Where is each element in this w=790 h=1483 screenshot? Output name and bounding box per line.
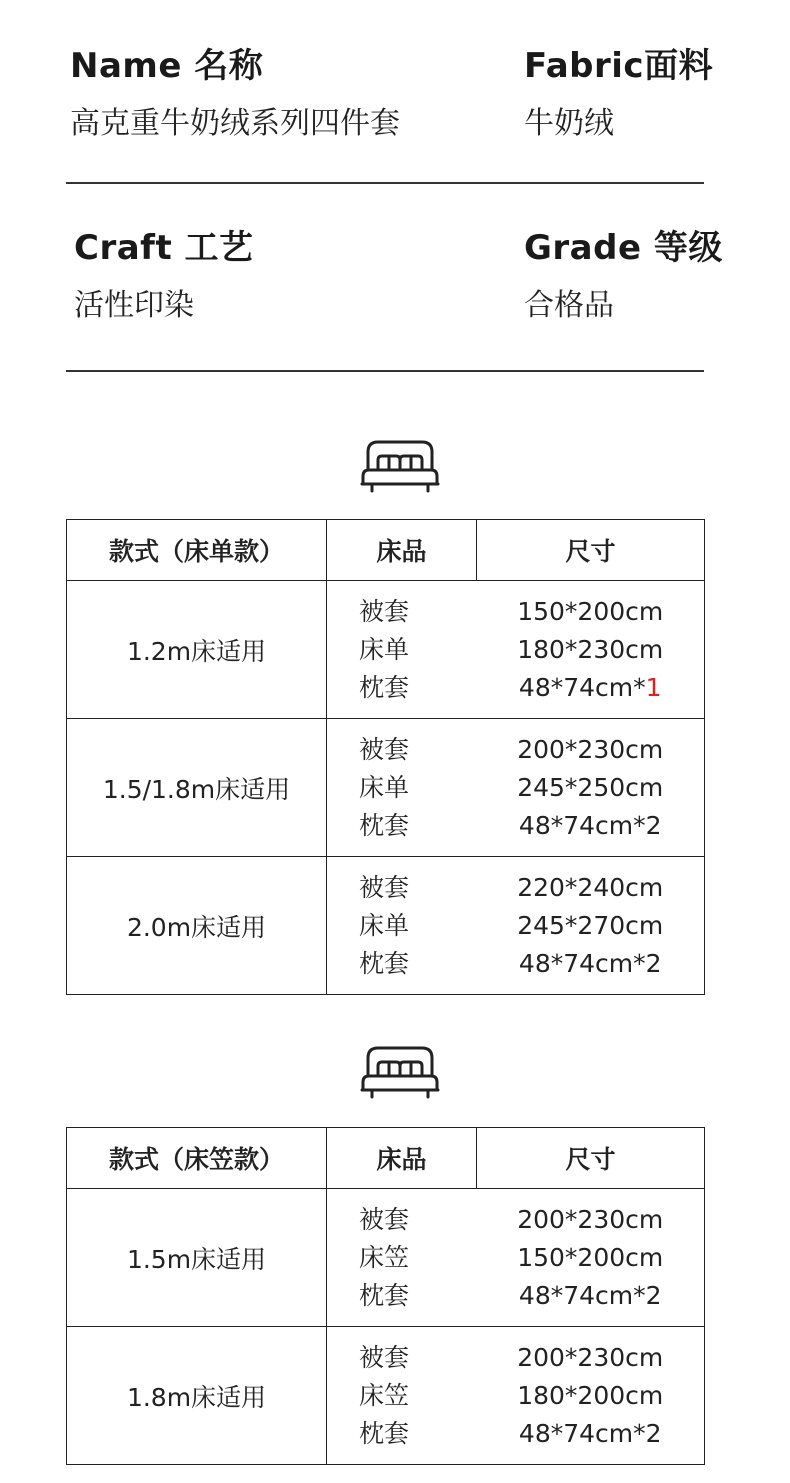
- header-style: 款式（床单款）: [67, 520, 327, 581]
- header-size: 尺寸: [477, 520, 705, 581]
- spec-craft: [74, 228, 254, 326]
- spec-craft-value: 活性印染: [74, 288, 194, 323]
- row-sizes: [477, 731, 705, 845]
- bed-icon: [360, 1044, 440, 1100]
- table-row: [67, 719, 705, 857]
- table-row: [67, 857, 705, 995]
- spec-fabric: [524, 46, 713, 144]
- divider: [66, 182, 704, 184]
- item-label: 床单: [359, 634, 410, 664]
- item-label: 被套: [359, 734, 410, 764]
- item-label: 被套: [359, 872, 410, 902]
- header-items: 床品: [327, 520, 477, 581]
- row-items: [327, 1201, 477, 1315]
- spec-fabric-label: Fabric面料: [524, 46, 714, 86]
- table-row: [67, 1327, 705, 1465]
- size-value-base: 48*74cm*: [518, 672, 646, 702]
- size-value: 200*230cm: [517, 1342, 664, 1372]
- row-items: [327, 1339, 477, 1453]
- row-kind: 1.5/1.8m床适用: [67, 719, 327, 857]
- size-value-count: 1: [645, 672, 662, 702]
- size-value: 48*74cm*2: [518, 948, 662, 978]
- item-label: 枕套: [359, 1418, 410, 1448]
- item-label: 床笠: [359, 1380, 410, 1410]
- row-sizes: [477, 869, 705, 983]
- item-label: 被套: [359, 1342, 410, 1372]
- table-header-row: [67, 1128, 705, 1189]
- size-value: 48*74cm*2: [518, 810, 662, 840]
- size-value: 220*240cm: [517, 872, 664, 902]
- item-label: 枕套: [359, 672, 410, 702]
- spec-name-value: 高克重牛奶绒系列四件套: [70, 106, 400, 141]
- header-style: 款式（床笠款）: [67, 1128, 327, 1189]
- spec-craft-label: Craft 工艺: [74, 228, 254, 268]
- size-value: 245*250cm: [517, 772, 664, 802]
- size-value: 48*74cm*2: [518, 1418, 662, 1448]
- row-sizes: [477, 1339, 705, 1453]
- table-row: [67, 581, 705, 719]
- item-label: 被套: [359, 596, 410, 626]
- bed-icon: [360, 438, 440, 494]
- size-value: [477, 669, 705, 707]
- divider: [66, 370, 704, 372]
- size-value: 200*230cm: [517, 1204, 664, 1234]
- size-table-sheet: [66, 519, 705, 995]
- table-row: [67, 1189, 705, 1327]
- spec-grade: [524, 228, 723, 326]
- spec-name: [70, 46, 400, 144]
- item-label: 床笠: [359, 1242, 410, 1272]
- size-value: 245*270cm: [517, 910, 664, 940]
- spec-grade-label: Grade 等级: [524, 228, 723, 268]
- item-label: 枕套: [359, 810, 410, 840]
- row-kind: 1.5m床适用: [67, 1189, 327, 1327]
- row-items: [327, 869, 477, 983]
- spec-fabric-value: 牛奶绒: [524, 106, 614, 141]
- item-label: 枕套: [359, 1280, 410, 1310]
- row-items: [327, 593, 477, 707]
- row-sizes: [477, 1201, 705, 1315]
- spec-grade-value: 合格品: [524, 288, 614, 323]
- row-kind: 1.8m床适用: [67, 1327, 327, 1465]
- row-kind: 1.2m床适用: [67, 581, 327, 719]
- item-label: 枕套: [359, 948, 410, 978]
- size-value: 180*230cm: [517, 634, 664, 664]
- row-kind: 2.0m床适用: [67, 857, 327, 995]
- header-size: 尺寸: [477, 1128, 705, 1189]
- item-label: 床单: [359, 772, 410, 802]
- size-table-fitted: [66, 1127, 705, 1465]
- row-sizes: [477, 593, 705, 707]
- row-items: [327, 731, 477, 845]
- size-value: 180*200cm: [517, 1380, 664, 1410]
- size-value: 150*200cm: [517, 1242, 664, 1272]
- size-value: 48*74cm*2: [518, 1280, 662, 1310]
- table-header-row: [67, 520, 705, 581]
- size-value: 150*200cm: [517, 596, 664, 626]
- item-label: 床单: [359, 910, 410, 940]
- size-value: 200*230cm: [517, 734, 664, 764]
- item-label: 被套: [359, 1204, 410, 1234]
- header-items: 床品: [327, 1128, 477, 1189]
- spec-name-label: Name 名称: [70, 46, 264, 86]
